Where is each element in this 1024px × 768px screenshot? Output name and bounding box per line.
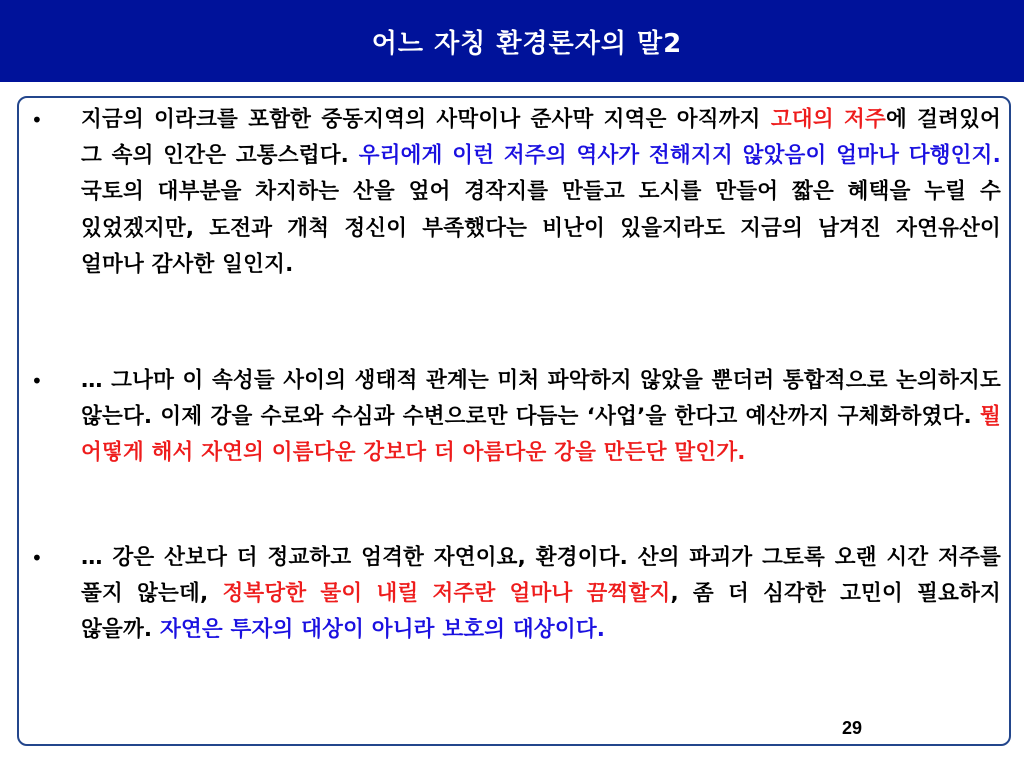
paragraph-2: [81, 363, 1001, 472]
text-segment: … 강은 산보다 더 정교하고 엄격한 자연이요, 환경이다. 산의 파괴가 그토록 오랜 시간 저주를 풀지 않는데,: [81, 545, 1001, 607]
text-segment-blue: 자연은 투자의 대상이 아니라 보호의 대상이다.: [159, 617, 606, 643]
text-segment: , 좀 더 심각한 고민이 필요하지 않을까.: [81, 581, 1001, 643]
text-segment: 지금의 이라크를 포함한 중동지역의 사막이나 준사막 지역은 아직까지: [81, 107, 771, 132]
text-segment-red: 고대의 저주: [770, 107, 886, 132]
paragraph-3: [81, 540, 1001, 649]
text-segment: 국토의 대부분을 차지하는 산을 엎어 경작지를 만들고 도시를 만들어 짧은 혜택을 누릴 수 있었겠지만, 도전과 개척 정신이 부족했다는 비난이 있을지라도 지금의 남겨진 자연유산이 얼마나 감사한 일인지.: [81, 179, 1001, 277]
text-segment-red: 정복당한 물이 내릴 저주란 얼마나 끔찍할지: [222, 581, 671, 607]
bullet-icon: •: [31, 546, 43, 570]
content-box: [17, 96, 1011, 746]
bullet-icon: •: [31, 108, 43, 132]
page-number: 29: [842, 718, 863, 738]
title-bar: [0, 0, 1024, 82]
text-segment-blue: 우리에게 이런 저주의 역사가 전해지지 않았음이 얼마나 다행인지.: [358, 143, 1001, 169]
text-segment-red: 뭘 어떻게 해서 자연의 이름다운 강보다 더 아름다운 강을 만든단 말인가.: [81, 404, 1001, 466]
text-segment: 에 걸려있어 그 속의 인간은 고통스럽다.: [81, 107, 1002, 169]
slide-title: 어느 자칭 환경론자의 말2: [371, 28, 683, 59]
bullet-icon: •: [31, 369, 43, 393]
paragraph-1: [81, 102, 1001, 283]
text-segment: … 그나마 이 속성들 사이의 생태적 관계는 미처 파악하지 않았을 뿐더러 통합적으로 논의하지도 않는다. 이제 강을 수로와 수심과 수변으로만 다듬는 ‘사업’을 한다고 예산까지 구체화하였다.: [81, 368, 1001, 430]
